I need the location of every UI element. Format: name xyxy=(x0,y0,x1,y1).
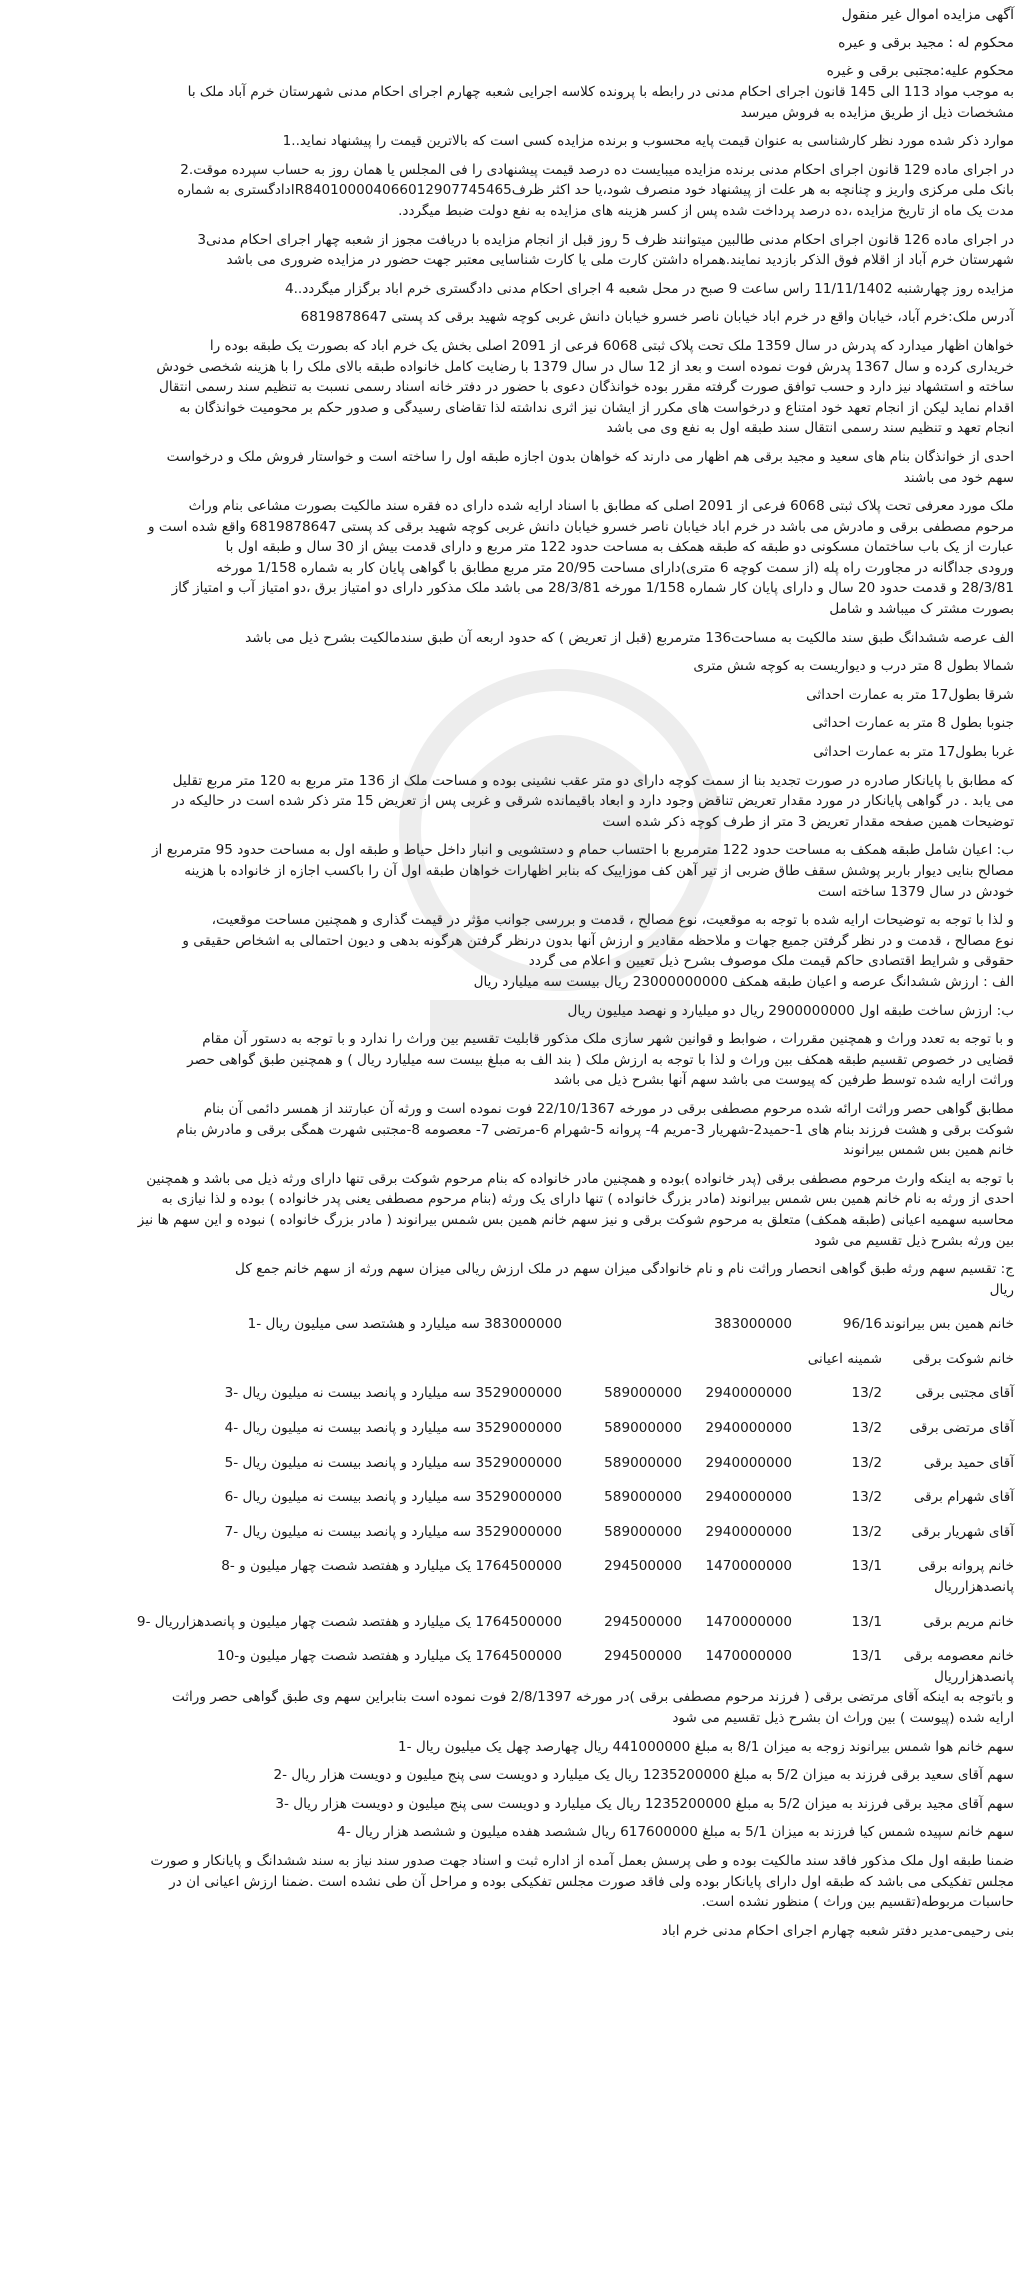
table-row xyxy=(8,1487,1014,1508)
heir-amount: 2940000000 xyxy=(705,1489,792,1506)
text-line: 28/3/81 و قدمت حدود 20 سال و دارای پایان کار شماره 1/158 مورخه 28/3/81 می باشد ملک مذکور دارای دو امتیاز برق ،دو امتیاز آب و امتیاز گاز xyxy=(171,580,1014,597)
text-line: الف عرصه ششدانگ طبق سند مالکیت به مساحت136 مترمربع (قبل از تعریض ) که حدود اربعه آن طبق سندمالکیت بشرح ذیل می باشد xyxy=(245,629,1014,646)
heir-rial xyxy=(562,1314,682,1335)
text-line: مشخصات ذیل از طریق مزایده به فروش میرسد xyxy=(740,104,1014,121)
heir-share: 13/2 xyxy=(851,1523,882,1540)
heir-rial: 589000000 xyxy=(604,1385,682,1402)
text-line: خواهان اظهار میدارد که پدرش در سال 1359 ملک تحت پلاک ثبتی 6068 فرعی از 2091 اصلی بخش یک خرم اباد که بصورت یک طبقه بوده را xyxy=(209,337,1014,354)
heir-name: آقای مجتبی برقی xyxy=(915,1385,1014,1402)
heir-total xyxy=(8,1349,562,1370)
heir-rial: 589000000 xyxy=(604,1489,682,1506)
heir-total: 1764500000 یک میلیارد و هفتصد شصت چهار میلیون و-10 xyxy=(216,1648,562,1665)
text-line: مصالح بنایی دیوار باربر پوشش سقف طاق ضربی از تیر آهن کف موزاییک که بنابر اظهارات خواهان طبقه اول آن را باکسب اجازه از خانواده با هزینه xyxy=(184,863,1014,879)
text-line: مرحوم مصطفی برقی و مادرش می باشد در خرم اباد خیابان ناصر خسرو خیابان دانش غربی کوچه شهید برقی کد پستی 6819878647 واقع شده است و xyxy=(148,518,1014,535)
text-line: حاسبات مربوطه(تقسیم بین وراث ) منظور نشده است. xyxy=(701,1894,1014,1911)
text-line: بین ورثه بشرح ذیل تقسیم می شود xyxy=(814,1232,1014,1249)
document-page xyxy=(8,4,1014,1941)
text-line: حقوقی و شرایط اقتصادی حاکم قیمت ملک موصوف بشرح ذیل تعیین و اعلام می گردد xyxy=(528,953,1014,970)
text-line: در اجرای ماده 129 قانون اجرای احکام مدنی برنده مزایده میبایست ده درصد قیمت پیشنهادی را فی المجلس یا همان روز به حساب سپرده موقت.2 xyxy=(180,161,1014,178)
heir-share: 13/1 xyxy=(851,1613,882,1630)
valuation-values xyxy=(8,972,1014,1021)
heir-rial: 589000000 xyxy=(604,1420,682,1437)
heir-total: 1764500000 یک میلیارد و هفتصد شصت چهار میلیون و پانصدهزارریال -9 xyxy=(136,1613,562,1630)
final-note xyxy=(8,1851,1014,1913)
valuation-basis xyxy=(8,910,1014,972)
table-header: ج: تقسیم سهم ورثه طبق گواهی انحصار وراثت نام و نام خانوادگی میزان سهم در ملک ارزش ریالی میزان سهم ورثه از سهم خانم جمع کل xyxy=(235,1261,1014,1278)
clause-4 xyxy=(8,279,1014,300)
value-ground-floor: الف : ارزش ششدانگ عرصه و اعیان طبقه همکف 23000000000 ریال بیست سه میلیارد ریال xyxy=(473,973,1014,990)
text-line: و باتوجه به اینکه آقای مرتضی برقی ( فرزند مرحوم مصطفی برقی )در مورخه 2/8/1397 فوت نموده است بنابراین سهم وی طبق گواهی حصر وراثت xyxy=(171,1689,1014,1706)
heir-rial: 294500000 xyxy=(604,1558,682,1575)
heir-share: شمینه اعیانی xyxy=(807,1350,882,1367)
building-description xyxy=(8,840,1014,902)
land-area xyxy=(8,628,1014,649)
text-line: و لذا با توجه به توضیحات ارایه شده با توجه به موقعیت، نوع مصالح ، قدمت و بررسی جوانب مؤثر در قیمت گذاری و همچنین مساحت موقعیت، xyxy=(211,912,1014,929)
text-line: مجلس تفکیکی می باشد که طبقه اول دارای پایانکار بوده ولی فاقد صورت مجلس تفکیکی بوده و مراحل آن طی نشده است .ضمنا ارزش اعیانی ان در xyxy=(169,1873,1014,1890)
heir-amount: 1470000000 xyxy=(705,1613,792,1630)
heir-share: 13/1 xyxy=(851,1558,882,1575)
table-row xyxy=(8,1646,1014,1667)
heir-total: 3529000000 سه میلیارد و پانصد بیست نه میلیون ریال -4 xyxy=(224,1420,562,1437)
heir-amount: 2940000000 xyxy=(705,1454,792,1471)
heir-amount xyxy=(682,1349,792,1370)
text-line: بانک ملی مرکزی واریز و چنانچه به هر علت از پیشنهاد خود منصرف شود،یا حد اکثر ظرف‌IR840100004066012907745465دادگستری به شماره xyxy=(177,182,1014,199)
table-row xyxy=(8,1556,1014,1577)
heir-total-continued: پانصدهزارریال xyxy=(933,1668,1014,1685)
heir-total: 383000000 سه میلیارد و هشتصد سی میلیون ریال -1 xyxy=(247,1316,562,1333)
heir-total-continued: پانصدهزارریال xyxy=(933,1579,1014,1596)
text-line: اقدام نماید لیکن از انجام تعهد خود امتناع و درخواست های مکرر از ایشان نیز اثری نداشته لذا تقاضای رسیدگی و صدور حکم بر محومیت خوانذگان به xyxy=(179,399,1014,416)
heir-rial: 294500000 xyxy=(604,1613,682,1630)
heir-amount: 1470000000 xyxy=(705,1648,792,1665)
text-line: مزایده روز چهارشنبه 11/11/1402 راس ساعت 9 صبح در محل شعبه 4 اجرای احکام مدنی دادگستری خرم اباد برگزار میگردد..4 xyxy=(284,280,1014,297)
text-line: شهرستان خرم آباد از اقلام فوق الذکر بازدید نمایند.همراه داشتن کارت ملی یا کارت شناسایی معتبر جهت حضور در مزایده ضروری می باشد xyxy=(226,252,1014,269)
table-row xyxy=(8,1383,1014,1404)
heir-total: 3529000000 سه میلیارد و پانصد بیست نه میلیون ریال -6 xyxy=(224,1489,562,1506)
second-inheritance xyxy=(8,1687,1014,1728)
plaintiff-claim xyxy=(8,336,1014,439)
text-line: ساخته و استشهاد نیز دارد و حسب توافق صورت گرفته مقرر بوده خوانذگان دعوی با حضور در دفتر خانه اسناد رسمی نسبت به تنظیم سند رسمی انتقال xyxy=(159,379,1014,396)
heir-share: 13/2 xyxy=(851,1489,882,1506)
heir-name: خانم مریم برقی xyxy=(923,1613,1014,1630)
sub-share-item: سهم خانم سپیده شمس کیا فرزند به میزان 5/1 به مبلغ 617600000 ریال ششصد هفده میلیون و ششصد هزار ریال -4 xyxy=(337,1824,1014,1841)
intro-paragraph xyxy=(8,82,1014,123)
heir-name: خانم شوکت برقی xyxy=(912,1350,1014,1367)
boundary-west: غربا بطول17 متر به عمارت احداثی xyxy=(813,744,1014,761)
text-line: خانم همین بس شمس بیرانوند xyxy=(843,1142,1014,1159)
text-line: موارد ذکر شده مورد نظر کارشناسی به عنوان قیمت پایه محسوب و برنده مزایده کسی است که بالاترین قیمت را پیشنهاد نماید..1 xyxy=(282,133,1014,150)
text-line: مطابق گواهی حصر وراثت ارائه شده مرحوم مصطفی برقی در مورخه 22/10/1367 فوت نموده است و ورثه آن عبارتند از همسر دائمی آن بنام xyxy=(203,1100,1014,1117)
heir-share: 96/16 xyxy=(842,1316,882,1333)
text-line: خودش در سال 1379 ساخته است xyxy=(817,883,1014,900)
heir-share: 13/1 xyxy=(851,1648,882,1665)
heir-share: 13/2 xyxy=(851,1385,882,1402)
text-line: در اجرای ماده 126 قانون اجرای احکام مدنی طالبین میتوانند ظرف 5 روز قبل از انجام مزایده با دریافت مجوز از شعبه چهار اجرای احکام مدنی3 xyxy=(197,231,1014,248)
heir-total: 3529000000 سه میلیارد و پانصد بیست نه میلیون ریال -7 xyxy=(224,1523,562,1540)
text-line: و با توجه به تعدد وراث و همچنین مقررات ، ضوابط و قوانین شهر سازی ملک مذکور قابلیت تقسیم بین وراث را ندارد و با توجه به دستور آن مقام xyxy=(202,1031,1014,1048)
text-line: محاسبه سهمیه اعیانی (طبقه همکف) متعلق به مرحوم شوکت برقی و نیز سهم خانم همین بس شمس بیرانوند ( مادر بزرگ خانواده ) نبوده و این سهم ها نیز xyxy=(137,1211,1014,1228)
boundary-east: شرقا بطول17 متر به عمارت احداثی xyxy=(806,686,1014,703)
heir-name: آقای حمید برقی xyxy=(923,1454,1014,1471)
defendant-claim xyxy=(8,447,1014,488)
boundary-south: جنوبا بطول 8 متر به عمارت احداثی xyxy=(812,715,1014,732)
text-line: به موجب مواد 113 الی 145 قانون اجرای احکام مدنی در رابطه با پرونده کلاسه اجرایی شعبه چهارم اجرای احکام مدنی شهرستان خرم آباد ملک با xyxy=(187,84,1014,100)
heir-total: 3529000000 سه میلیارد و پانصد بیست نه میلیون ریال -3 xyxy=(224,1385,562,1402)
text-line: توضیحات همین صفحه مقدار تعریض 3 متر از طرف کوچه ذکر شده است xyxy=(602,813,1014,830)
text-line: می یابد . در گواهی پایانکار در مورد مقدار تعریض تناقض وجود دارد و ابعاد باقیمانده شرقی و غربی پس از تعریض 15 متر ذکر شده است در حالیکه در xyxy=(172,793,1014,810)
sub-share-item: سهم آقای سعید برقی فرزند به میزان 5/2 به مبلغ 1235200000 ریال یک میلیارد و دویست سی پنج میلیون و دویست هزار ریال -2 xyxy=(273,1767,1014,1784)
notice-title: آگهی مزایده اموال غیر منقول xyxy=(841,7,1014,23)
property-address xyxy=(8,307,1014,328)
text-line: ورودی جداگانه در مجاورت راه پله (از سمت کوچه 6 متری)دارای مساحت 20/95 متر مربع مطابق با گواهی پایان کار به شماره 1/158 مورخه xyxy=(216,559,1014,576)
table-row xyxy=(8,1349,1014,1370)
heir-name: خانم همین بس بیرانوند xyxy=(884,1316,1014,1333)
heirs-table xyxy=(8,1259,1014,1687)
text-line: ضمنا طبقه اول ملک مذکور فاقد سند مالکیت بوده و طی پرسش بعمل آمده از اداره ثبت و اسناد جهت صدور سند نیاز به سند ششدانگ و پایانکار و صورت xyxy=(150,1852,1014,1869)
heir-name: خانم معصومه برقی xyxy=(903,1648,1014,1665)
text-line: ارایه شده (پیوست ) بین وراث ان بشرح ذیل تقسیم می شود xyxy=(672,1710,1014,1726)
heir-name: خانم پروانه برقی xyxy=(918,1558,1014,1575)
boundaries-list xyxy=(8,656,1014,762)
text-line: که مطابق با پایانکار صادره در صورت تجدید بنا از سمت کوچه دارای دو متر عقب نشینی بوده و مساحت ملک از 136 متر مربع به 120 متر مربع تقلیل xyxy=(172,772,1014,789)
division-note xyxy=(8,1029,1014,1091)
boundary-north: شمالا بطول 8 متر درب و دیواریست به کوچه شش متری xyxy=(693,658,1014,675)
signature-line: بنی رحیمی-مدیر دفتر شعبه چهارم اجرای احکام مدنی خرم اباد xyxy=(661,1922,1014,1939)
table-row xyxy=(8,1522,1014,1543)
heir-amount: 1470000000 xyxy=(705,1558,792,1575)
table-row xyxy=(8,1453,1014,1474)
clause-3 xyxy=(8,230,1014,271)
inheritance-certificate xyxy=(8,1099,1014,1161)
heir-name: آقای شهریار برقی xyxy=(911,1523,1014,1540)
heir-rial xyxy=(562,1349,682,1370)
heir-amount: 2940000000 xyxy=(705,1420,792,1437)
setback-note xyxy=(8,771,1014,833)
table-row xyxy=(8,1314,1014,1335)
text-line: خریداری کرده و سال 1367 پدرش فوت نموده است و بعد از 12 سال در سال 1379 با رضایت کامل خانواده طبقه بالای ملک را با هزینه شخصی خودش xyxy=(156,358,1014,375)
sub-share-item: سهم خانم هوا شمس بیرانوند زوجه به میزان 8/1 به مبلغ 441000000 ریال چهارصد چهل یک میلیون ریال -1 xyxy=(397,1738,1014,1755)
text-line: مدت یک ماه از تاریخ مزایده ،ده درصد پرداخت شده پس از کسر هزینه های مزایده به نفع دولت ضبط میگردد. xyxy=(398,202,1014,219)
heir-total: 3529000000 سه میلیارد و پانصد بیست نه میلیون ریال -5 xyxy=(224,1454,562,1471)
heir-rial: 294500000 xyxy=(604,1648,682,1665)
text-line: انجام تعهد و تنظیم سند رسمی انتقال سند طبقه اول به نفع وی می باشد xyxy=(606,420,1014,437)
text-line: آدرس ملک:خرم آباد، خیابان واقع در خرم اباد خیابان ناصر خسرو خیابان دانش غربی کوچه شهید برقی کد پستی 6819878647 xyxy=(300,309,1014,326)
text-line: احدی از خوانذگان بنام های سعید و مجید برقی هم اظهار می دارند که خواهان بدون اجازه طبقه اول را ساخته است و خواستار فروش ملک و درخواست xyxy=(166,448,1014,465)
heir-rial: 589000000 xyxy=(604,1454,682,1471)
sub-shares-list xyxy=(8,1737,1014,1843)
table-row xyxy=(8,1612,1014,1633)
heir-amount: 383000000 xyxy=(714,1316,792,1333)
heirs-explanation xyxy=(8,1169,1014,1251)
heir-amount: 2940000000 xyxy=(705,1385,792,1402)
heir-share: 13/2 xyxy=(851,1420,882,1437)
text-line: قضایی در خصوص تقسیم طبقه همکف بین وراث و لذا با توجه به ارزش ملک ( بند الف به مبلغ بیست سه میلیارد ریال ) و همچنین طبق گواهی حصر xyxy=(187,1051,1014,1068)
heir-name: آقای شهرام برقی xyxy=(913,1489,1014,1506)
heir-amount: 2940000000 xyxy=(705,1523,792,1540)
table-row xyxy=(8,1418,1014,1439)
property-description xyxy=(8,496,1014,620)
text-line: ملک مورد معرفی تحت پلاک ثبتی 6068 فرعی از 2091 اصلی که مطابق با اسناد ارایه شده دارای ده فقره سند مالکیت بصورت مشاعی بنام وراث xyxy=(188,498,1014,515)
value-first-floor: ب: ارزش ساخت طبقه اول 2900000000 ریال دو میلیارد و نهصد میلیون ریال xyxy=(567,1002,1014,1019)
text-line: نوع مصالح ، قدمت و در نظر گرفتن جمیع جهات و ملاحظه مقادیر و ارزش آنها بدون درنظر گرفتن هرگونه بدهی و دیون احتمالی به اشخاص حقیقی و xyxy=(182,932,1014,949)
table-header-unit: ریال xyxy=(989,1281,1014,1298)
text-line: احدی از ورثه به نام خانم همین بس شمس بیرانوند (مادر بزرگ خانواده ) تنها دارای یک ورثه (بنام مرحوم مصطفی یعنی پدر خانواده ) بوده و لذا نیازی به xyxy=(161,1191,1014,1208)
mahkum-alayh: محکوم علیه:مجتبی برقی و غیره xyxy=(826,63,1014,79)
text-line: با توجه به اینکه وارث مرحوم مصطفی برقی (پدر خانواده )بوده و همچنین مادر خانواده که بنام مرحوم شوکت برقی تنها دارای ورثه ذیل می باشد و همچنین xyxy=(146,1170,1014,1187)
heir-share: 13/2 xyxy=(851,1454,882,1471)
text-line: ب: اعیان شامل طبقه همکف به مساحت حدود 122 مترمربع با احتساب حمام و دستشویی و انبار داخل حیاط و طبقه اول به مساحت حدود 95 مترمربع از xyxy=(151,842,1014,859)
text-line: بصورت مشتر ک میباشد و شامل xyxy=(829,601,1014,618)
heir-total: 1764500000 یک میلیارد و هفتصد شصت چهار میلیون و -8 xyxy=(221,1558,562,1575)
text-line: وراثت ارایه شده توسط طرفین که پیوست می باشد سهم آنها بشرح ذیل می باشد xyxy=(553,1072,1014,1089)
clause-1 xyxy=(8,131,1014,152)
heir-rial: 589000000 xyxy=(604,1523,682,1540)
clause-2 xyxy=(8,160,1014,222)
text-line: عبارت از یک باب ساختمان مسکونی دو طبقه که طبقه همکف به مساحت حدود 122 متر مربع و دارای قدمت بیش از 30 سال و طبقه اول با xyxy=(225,539,1014,556)
sub-share-item: سهم آقای مجید برقی فرزند به میزان 5/2 به مبلغ 1235200000 ریال یک میلیارد و دویست سی پنج میلیون و دویست هزار ریال -3 xyxy=(275,1795,1014,1812)
text-line: شوکت برقی و هشت فرزند بنام های 1-حمید2-شهریار 3-مریم 4- پروانه 5-شهرام 6-مرتضی 7- معصومه 8-مجتبی شهرت همگی برقی و مادرش بنام xyxy=(176,1121,1014,1138)
text-line: سهم خود می باشند xyxy=(903,469,1014,486)
mahkum-lah: محکوم له : مجید برقی و عیره xyxy=(838,35,1014,51)
heir-name: آقای مرتضی برقی xyxy=(909,1420,1014,1437)
